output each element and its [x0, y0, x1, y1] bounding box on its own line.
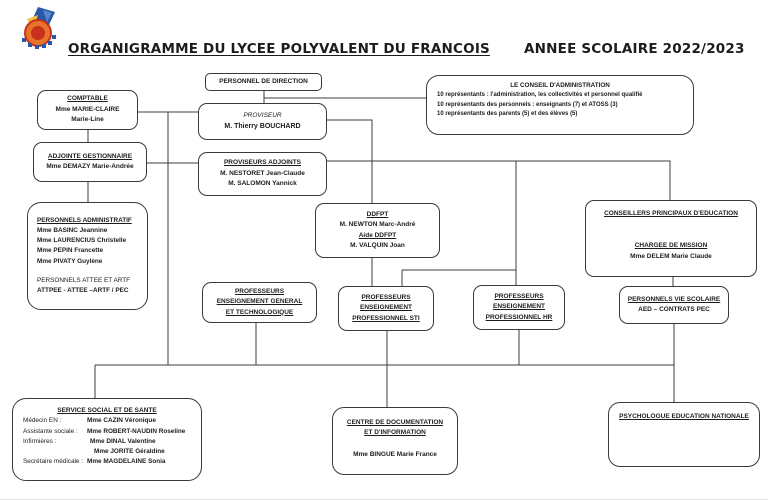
school-year-label: ANNEE SCOLAIRE 2022/2023: [524, 41, 745, 57]
logo-tooth: [52, 35, 56, 39]
box-cpe: [585, 200, 757, 277]
personnels-administratif-name: Mme PEPIN Francette: [37, 247, 104, 255]
adjointe-name: Mme DEMAZY Marie-Andrée: [46, 163, 134, 170]
logo-tooth: [28, 43, 32, 47]
cdi-name: Mme BINGUE Marie France: [353, 450, 437, 458]
prof-sti-line: ENSEIGNEMENT: [359, 304, 412, 312]
prof-sti-line: PROFESSEURS: [361, 293, 411, 301]
personnel-direction-title: PERSONNEL DE DIRECTION: [219, 77, 308, 85]
box-vie-scolaire: [619, 286, 729, 324]
box-personnels-administratif: [27, 202, 148, 310]
proviseurs-adjoints-name: M. NESTORET Jean-Claude: [220, 169, 305, 177]
conseil-line: 10 représentants : l'administration, les collectivités et personnel qualifié: [437, 92, 643, 99]
cpe-subtitle: CHARGEE DE MISSION: [634, 242, 708, 250]
box-prof-sti: [338, 286, 434, 331]
personnels-attee-line: ATTPEE - ATTEE –ARTF / PEC: [37, 287, 129, 295]
logo-tooth: [35, 45, 39, 49]
page-title: ORGANIGRAMME DU LYCEE POLYVALENT DU FRANCOIS: [68, 41, 490, 57]
service-social-name: Mme CAZIN Véronique: [87, 417, 156, 425]
conseil-line: 10 représentants des parents (5) et des élèves (5): [437, 111, 578, 118]
service-social-name: Mme MAGDELAINE Sonia: [87, 458, 166, 466]
cpe-title: CONSEILLERS PRINCIPAUX D'EDUCATION: [604, 210, 738, 217]
logo-sun-core: [31, 26, 45, 40]
psychologue-title: PSYCHOLOGUE EDUCATION NATIONALE: [619, 413, 749, 420]
conseil-title: LE CONSEIL D'ADMINISTRATION: [510, 82, 610, 89]
service-social-row: [23, 457, 165, 467]
prof-hr-line: PROFESSEURS: [494, 292, 544, 300]
proviseur-role: PROVISEUR: [243, 111, 282, 119]
service-social-label: Infirmières :: [23, 437, 57, 445]
ddfpt-name: M. VALQUIN Joan: [350, 241, 405, 249]
prof-general-line: ENSEIGNEMENT GENERAL: [216, 298, 303, 306]
adjointe-title: ADJOINTE GESTIONNAIRE: [47, 152, 133, 160]
box-psychologue: [608, 402, 760, 467]
personnels-administratif-title: PERSONNELS ADMINISTRATIF: [37, 216, 132, 224]
school-logo: [18, 6, 64, 50]
proviseurs-adjoints-name: M. SALOMON Yannick: [228, 180, 297, 188]
proviseur-name: M. Thierry BOUCHARD: [224, 123, 301, 131]
cdi-title: ET D'INFORMATION: [364, 429, 426, 437]
prof-sti-line: PROFESSIONNEL STI: [352, 314, 420, 322]
comptable-title: COMPTABLE: [67, 95, 108, 103]
prof-general-line: ET TECHNOLOGIQUE: [225, 308, 294, 316]
prof-general-line: PROFESSEURS: [234, 287, 285, 295]
box-proviseur: [198, 103, 327, 140]
personnels-administratif-name: Mme BASINC Jeannine: [37, 226, 108, 234]
service-social-row: [23, 447, 165, 457]
logo-tooth: [42, 44, 46, 48]
service-social-row: [23, 416, 156, 426]
service-social-name: Mme ROBERT-NAUDIN Roseline: [87, 427, 186, 435]
connector-adjoints-cpe: [327, 161, 670, 200]
cdi-title: CENTRE DE DOCUMENTATION: [346, 419, 444, 426]
comptable-name: Mme MARIE-CLAIRE: [55, 105, 120, 113]
box-proviseurs-adjoints: [198, 152, 327, 196]
service-social-name: Mme JORITE Géraldine: [94, 448, 165, 456]
box-cdi: [332, 407, 458, 475]
service-social-row: [23, 437, 156, 447]
proviseurs-adjoints-title: PROVISEURS ADJOINTS: [223, 159, 302, 167]
service-social-name: Mme DINAL Valentine: [90, 437, 156, 445]
box-prof-general: [202, 282, 317, 323]
prof-hr-line: ENSEIGNEMENT: [492, 303, 545, 311]
logo-tooth: [22, 38, 26, 42]
personnels-administratif-name: Mme PIVATY Guylène: [37, 257, 103, 265]
box-prof-hr: [473, 285, 565, 330]
logo-tooth: [48, 41, 52, 45]
conseil-line: 10 représentants des personnels : enseignants (7) et ATOSS (3): [437, 101, 618, 108]
vie-scolaire-line: AED – CONTRATS PEC: [638, 306, 710, 313]
box-adjointe-gestionnaire: [33, 142, 147, 182]
personnels-administratif-name: Mme LAURENCIUS Christelle: [37, 237, 127, 245]
ddfpt-title: DDFPT: [366, 210, 389, 218]
service-social-label: Médecin EN :: [23, 417, 62, 425]
service-social-label: [23, 447, 87, 457]
ddfpt-name: M. NEWTON Marc-André: [339, 221, 416, 229]
box-comptable: [37, 90, 138, 130]
comptable-name: Marie-Line: [71, 116, 104, 124]
box-ddfpt: [315, 203, 440, 258]
service-social-row: [23, 427, 185, 437]
service-social-title: SERVICE SOCIAL ET DE SANTE: [57, 407, 157, 414]
box-personnel-direction: [205, 73, 322, 91]
personnels-attee-subtitle: PERSONNELS ATTEE ET ARTF: [37, 276, 131, 284]
cpe-name: Mme DELEM Marie Claude: [630, 252, 712, 260]
service-social-label: Secrétaire médicale :: [23, 458, 84, 466]
box-service-social: [12, 398, 202, 481]
box-conseil-administration: [426, 75, 694, 135]
prof-hr-line: PROFESSIONNEL HR: [485, 313, 553, 321]
vie-scolaire-title: PERSONNELS VIE SCOLAIRE: [627, 295, 721, 303]
ddfpt-subtitle: Aide DDFPT: [358, 231, 397, 239]
service-social-label: Assistante sociale :: [23, 427, 78, 435]
